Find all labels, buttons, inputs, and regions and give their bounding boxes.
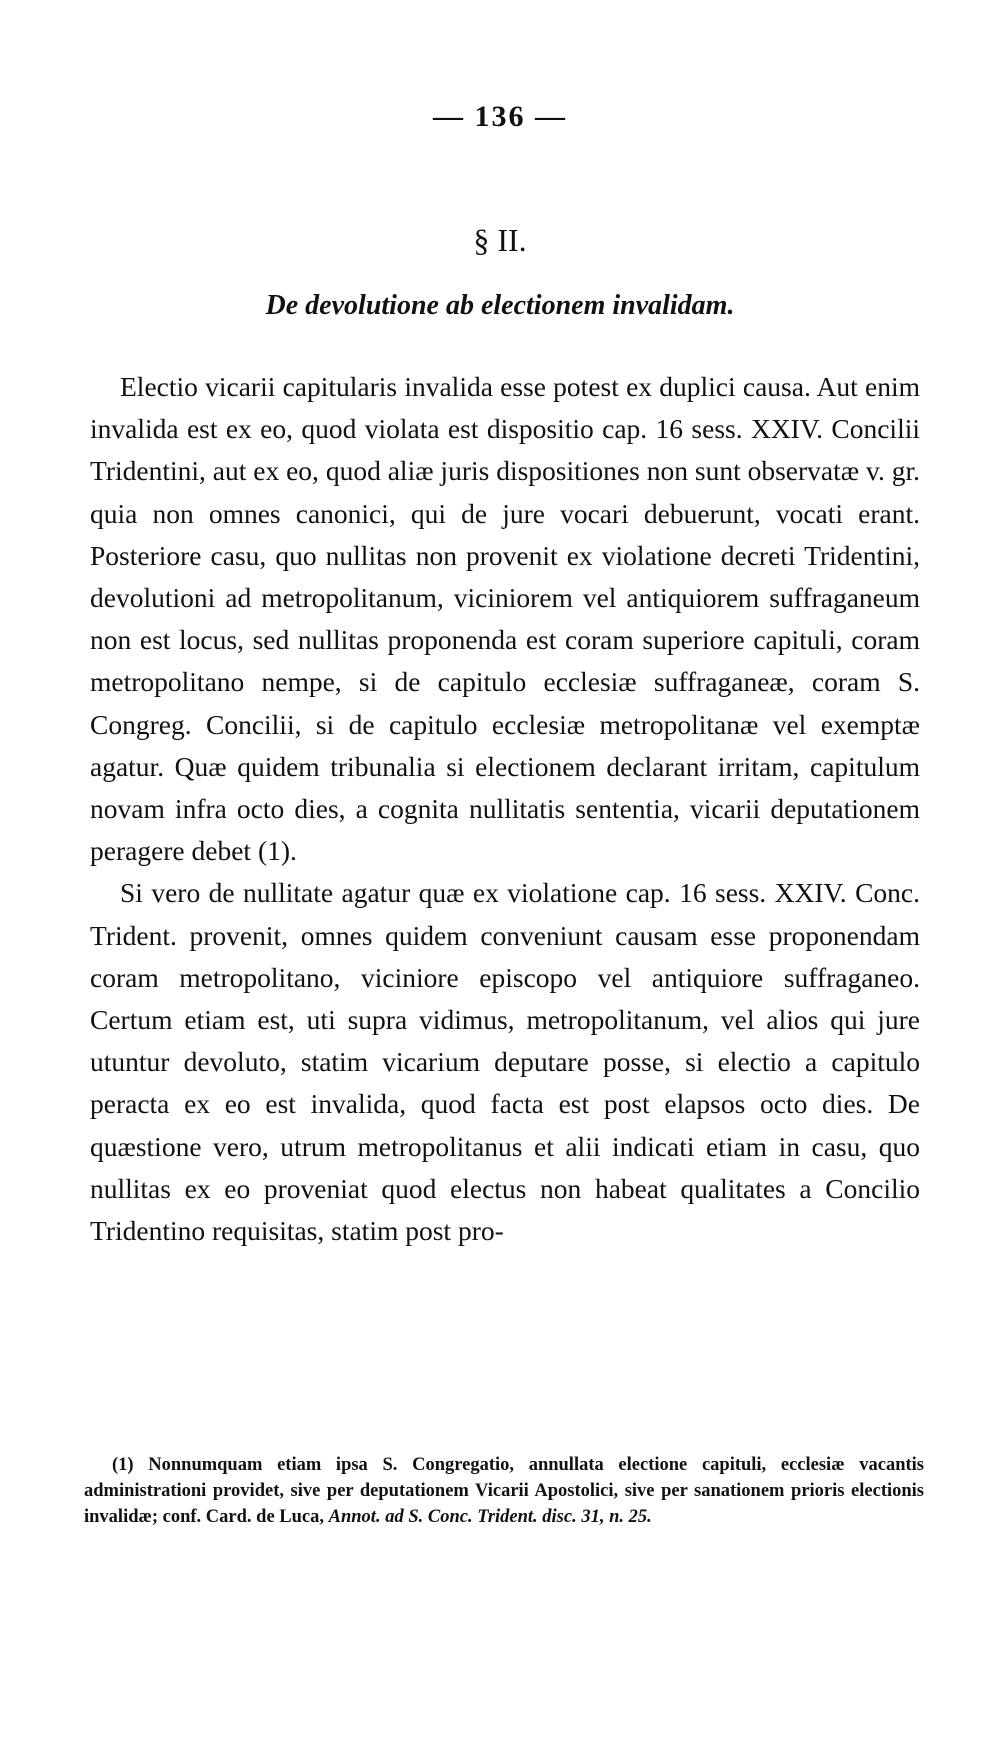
footnote-reference: Annot. ad S. Conc. Trident. disc. 31, n. 25.: [328, 1507, 652, 1527]
section-title: De devolutione ab electionem invalidam.: [265, 290, 735, 321]
paragraph-2: Si vero de nullitate agatur quæ ex violatione cap. 16 sess. XXIV. Conc. Trident. provenit, omnes quidem conveniunt causam esse proponendam coram metropolitano, viciniore episcopo vel antiquiore suffraganeo. Certum etiam est, uti supra vidimus, metropolitanum, vel alios qui jure utuntur devoluto, statim vicarium deputare posse, si electio a capitulo peracta ex eo est invalida, quod facta est post elapsos octo dies. De quæstione vero, utrum metropolitanus et alii indicati etiam in casu, quo nullitas ex eo proveniat quod electus non habeat qualitates a Concilio Tridentino requisitas, statim post pro-: [90, 877, 920, 1247]
section-heading: § II.: [473, 222, 527, 258]
paragraph-1: Electio vicarii capitularis invalida esse potest ex duplici causa. Aut enim invalida est ex eo, quod violata est dispositio cap. 16 sess. XXIV. Concilii Tridentini, aut ex eo, quod aliæ juris dispositiones non sunt observatæ v. gr. quia non omnes canonici, qui de jure vocari debuerunt, vocati erant. Posteriore casu, quo nullitas non provenit ex violatione decreti Tridentini, devolutioni ad metropolitanum, viciniorem vel antiquiorem suffraganeum non est locus, sed nullitas proponenda est coram superiore capituli, coram metropolitano nempe, si de capitulo ecclesiæ suffraganeæ, coram S. Congreg. Concilii, si de capitulo ecclesiæ metropolitanæ vel exemptæ agatur. Quæ quidem tribunalia si electionem declarant irritam, capitulum novam infra octo dies, a cognita nullitatis sententia, vicarii deputationem peragere debet (1).: [90, 371, 920, 867]
page-number: — 136 —: [433, 100, 567, 133]
footnote: [84, 1452, 924, 1530]
footnote-text: (1) Nonnumquam etiam ipsa S. Congregatio, annullata electione capituli, ecclesiæ vacantis administrationi providet, sive per deputationem Vicarii Apostolici, sive per sanationem prioris electionis invalidæ; conf. Card. de Luca,: [84, 1455, 924, 1527]
body-text: [90, 366, 920, 1252]
